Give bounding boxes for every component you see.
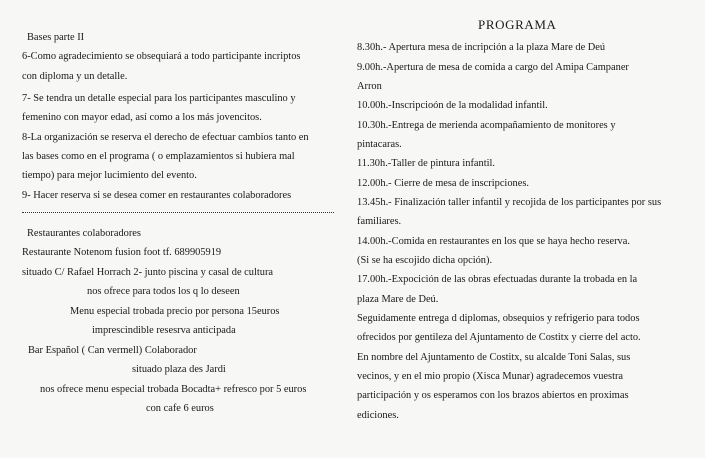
program-line: 10.30h.-Entrega de merienda acompañamiento de monitores y [357, 120, 616, 131]
bases-heading: Bases parte II [27, 32, 85, 43]
dotted-separator [22, 212, 334, 213]
restaurant-line: situado C/ Rafael Horrach 2- junto piscina y casal de cultura [22, 267, 274, 278]
bases-line: 9- Hacer reserva si se desea comer en restaurantes colaboradores [22, 190, 292, 201]
program-line: vecinos, y en el mio propio (Xisca Munar) agradecemos vuestra [357, 371, 624, 382]
bases-line: tiempo) para mejor lucimiento del evento. [22, 170, 197, 181]
program-line: pintacaras. [357, 139, 402, 150]
program-line: familiares. [357, 216, 402, 227]
program-line: 8.30h.- Apertura mesa de incripción a la plaza Mare de Deú [357, 42, 606, 53]
program-line: 11.30h.-Taller de pintura infantil. [357, 158, 495, 169]
restaurant-line: Bar Español ( Can vermell) Colaborador [28, 345, 197, 356]
restaurant-line: con cafe 6 euros [146, 403, 214, 414]
programa-title: PROGRAMA [478, 17, 557, 32]
bases-line: 8-La organización se reserva el derecho de efectuar cambios tanto en [22, 132, 309, 143]
program-line: participación y os esperamos con los brazos abiertos en proximas [357, 390, 629, 401]
bases-line: femenino con mayor edad, así como a los más jovencitos. [22, 112, 262, 123]
program-line: (Si se ha escojido dicha opción). [357, 255, 493, 266]
bases-line: 7- Se tendra un detalle especial para los participantes masculino y [22, 93, 296, 104]
program-line: 9.00h.-Apertura de mesa de comida a cargo del Amipa Campaner [357, 62, 629, 73]
program-line: Arron [357, 81, 382, 92]
program-line: 13.45h.- Finalización taller infantil y recojida de los participantes por sus [357, 197, 662, 208]
restaurant-line: situado plaza des Jardi [132, 364, 226, 375]
bases-line: con diploma y un detalle. [22, 71, 128, 82]
program-line: plaza Mare de Deú. [357, 294, 439, 305]
program-line: En nombre del Ajuntamento de Costitx, su alcalde Toni Salas, sus [357, 352, 631, 363]
program-line: 12.00h.- Cierre de mesa de inscripciones. [357, 178, 529, 189]
program-line: Seguidamente entrega d diplomas, obsequios y refrigerio para todos [357, 313, 640, 324]
restaurant-line: nos ofrece menu especial trobada Bocadta+ refresco por 5 euros [40, 384, 307, 395]
bases-line: 6-Como agradecimiento se obsequiará a todo participante incriptos [22, 51, 301, 62]
restaurants-heading: Restaurantes colaboradores [27, 228, 141, 239]
restaurant-line: nos ofrece para todos los q lo deseen [87, 286, 240, 297]
program-line: ofrecidos por gentileza del Ajuntamento de Costitx y cierre del acto. [357, 332, 641, 343]
restaurant-line: imprescindible resesrva anticipada [92, 325, 236, 336]
program-line: ediciones. [357, 410, 399, 421]
restaurant-line: Menu especial trobada precio por persona 15euros [70, 306, 280, 317]
program-line: 10.00h.-Inscripcioón de la modalidad infantil. [357, 100, 548, 111]
bases-line: las bases como en el programa ( o emplazamientos si hubiera mal [22, 151, 295, 162]
restaurant-line: Restaurante Notenom fusion foot tf. 689905919 [22, 247, 222, 258]
program-line: 17.00h.-Expocición de las obras efectuadas durante la trobada en la [357, 274, 638, 285]
program-line: 14.00h.-Comida en restaurantes en los que se haya hecho reserva. [357, 236, 630, 247]
